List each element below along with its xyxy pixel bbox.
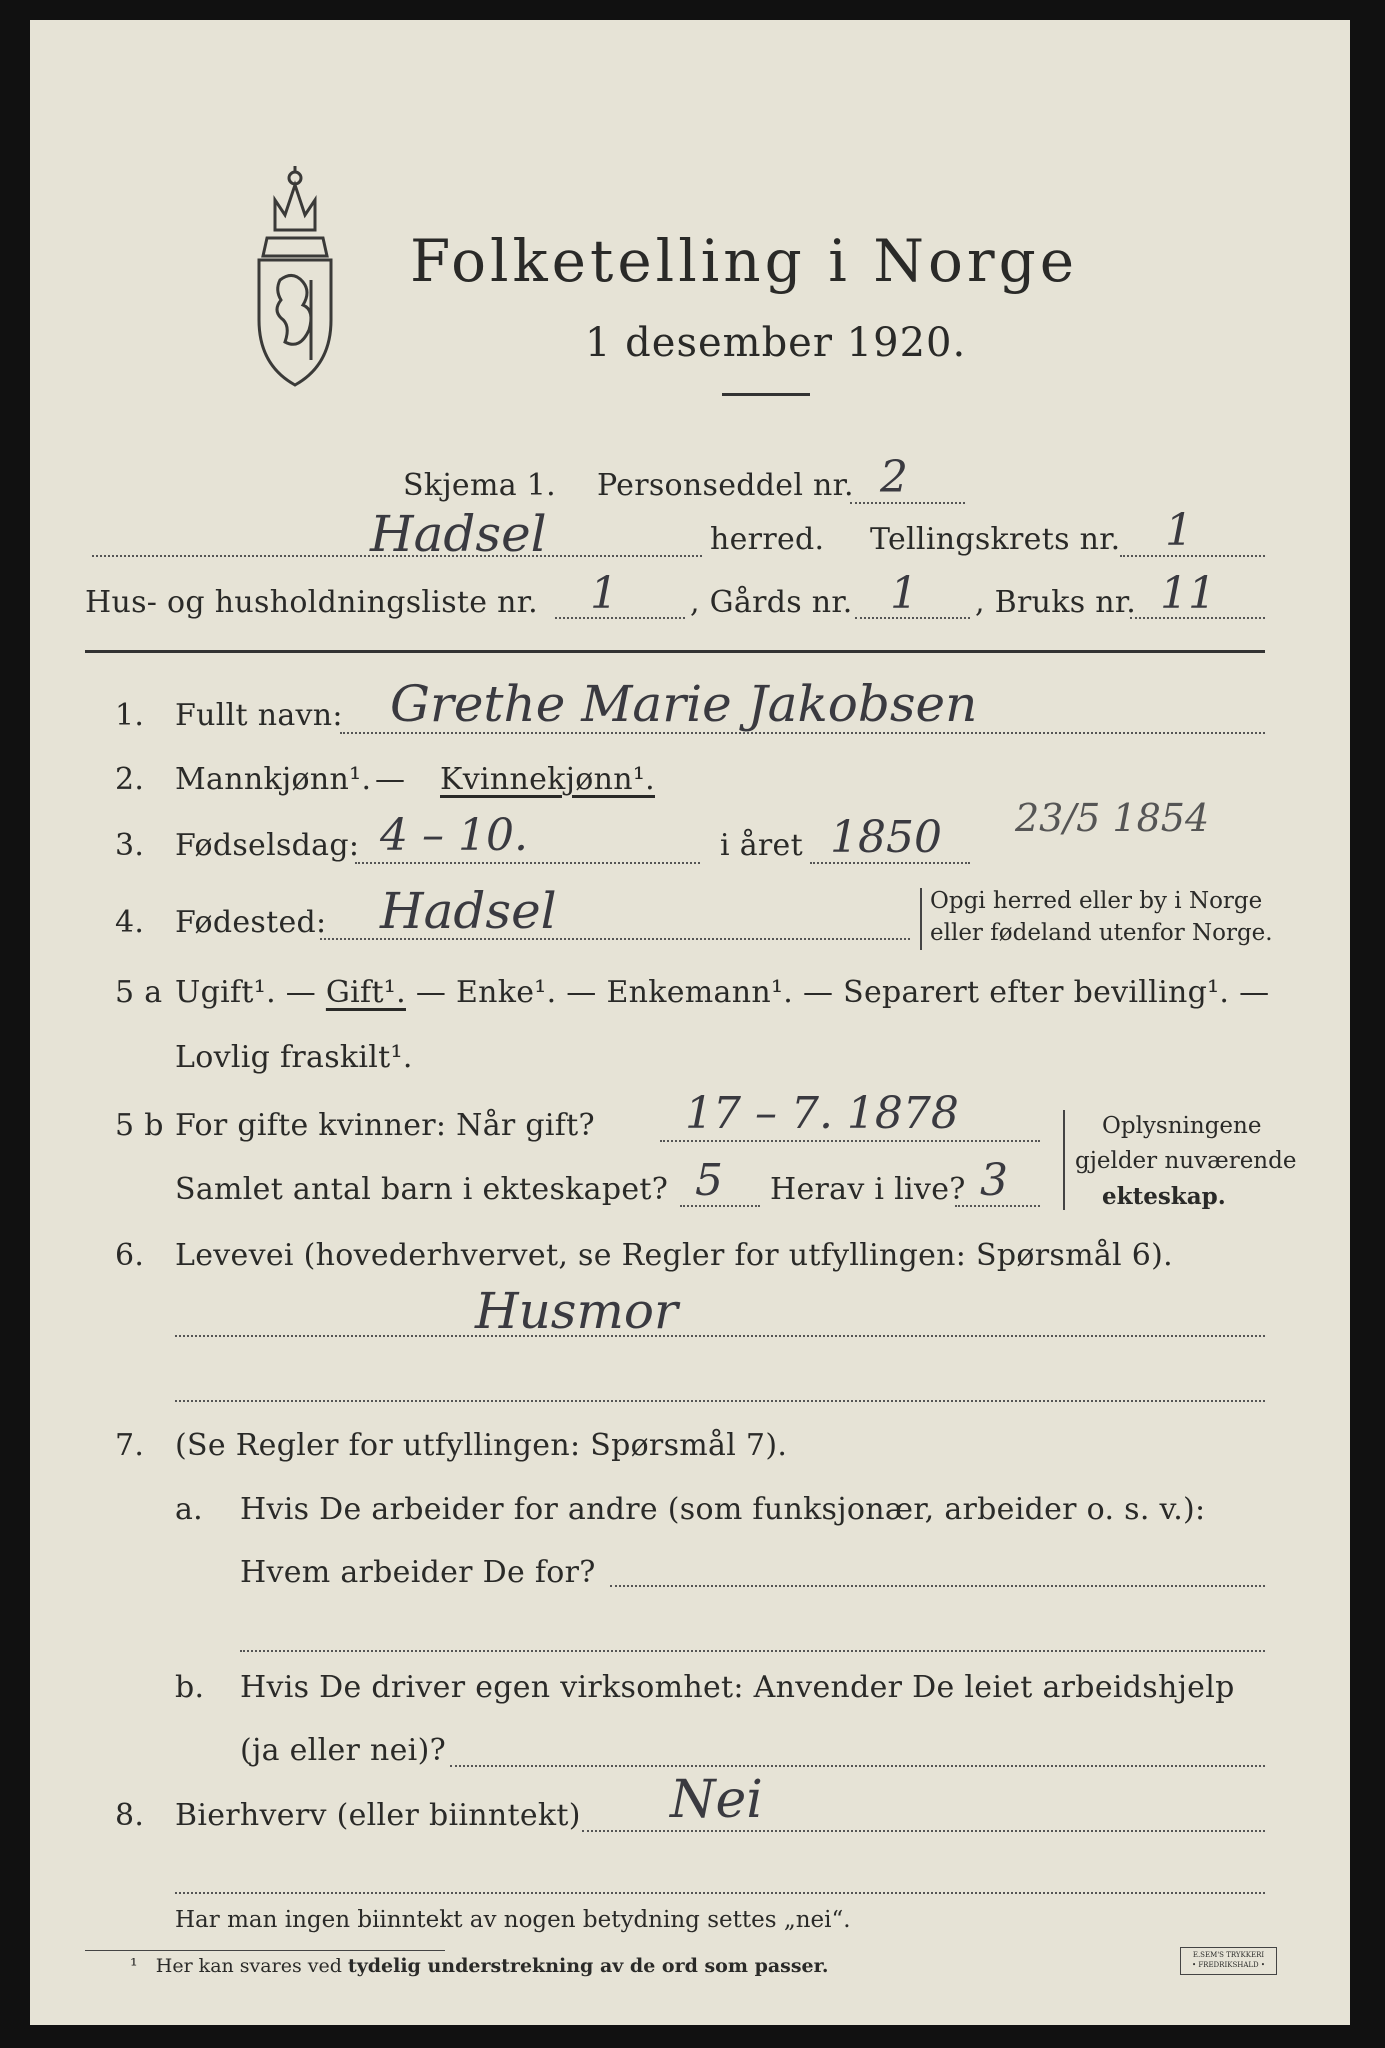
q5b-number: 5 b — [115, 1108, 164, 1143]
census-form — [30, 20, 1350, 2025]
q2-number: 2. — [115, 762, 145, 797]
q1-number: 1. — [115, 698, 145, 733]
printer-line2: • FREDRIKSHALD • — [1191, 1961, 1266, 1969]
norway-coat-of-arms-icon — [245, 160, 345, 390]
personseddel-value: 2 — [880, 452, 908, 503]
q3-label: Fødselsdag: — [175, 828, 360, 863]
bruks-label: , Bruks nr. — [975, 585, 1137, 620]
birth-year-value: 1850 — [830, 812, 942, 863]
q5a-line2: Lovlig fraskilt¹. — [175, 1040, 413, 1075]
q6-number: 6. — [115, 1238, 145, 1273]
birthdate-correction-note: 23/5 1854 — [1015, 796, 1210, 840]
birthday-value: 4 – 10. — [380, 810, 528, 861]
q3-number: 3. — [115, 828, 145, 863]
q4-note-line2: eller fødeland utenfor Norge. — [930, 920, 1273, 946]
hus-line — [555, 617, 685, 619]
q2-dash: — — [375, 762, 406, 797]
q1-label: Fullt navn: — [175, 698, 343, 733]
schema-label: Skjema 1. — [403, 468, 556, 503]
q7a-letter: a. — [175, 1492, 204, 1527]
birthplace-value: Hadsel — [380, 882, 557, 940]
q5a-number: 5 a — [115, 975, 163, 1010]
q7b-letter: b. — [175, 1670, 205, 1705]
q5a-options — [175, 975, 1269, 1010]
marriage-date-value: 17 – 7. 1878 — [685, 1088, 959, 1139]
q5a-pre: Ugift¹. — — [175, 975, 326, 1010]
title-divider — [722, 393, 810, 396]
q5b-note-line2: gjelder nuværende — [1075, 1148, 1297, 1174]
q5b-note-line3: ekteskap. — [1102, 1183, 1226, 1210]
form-date: 1 desember 1920. — [585, 320, 967, 366]
q6-line1 — [175, 1335, 1265, 1337]
gards-label: , Gårds nr. — [690, 585, 853, 620]
q7b-answer-line — [450, 1765, 1265, 1767]
q5b-note-line1: Oplysningene — [1102, 1113, 1262, 1139]
herred-label: herred. — [710, 522, 825, 557]
footnote — [130, 1955, 829, 1977]
q7-label: (Se Regler for utfyllingen: Spørsmål 7). — [175, 1428, 788, 1463]
footnote-rule — [85, 1950, 445, 1951]
footnote-text: Her kan svares ved — [155, 1955, 348, 1977]
q3-year-label: i året — [720, 828, 803, 863]
q7a-line2: Hvem arbeider De for? — [240, 1555, 596, 1590]
q4-brace — [920, 888, 922, 950]
children-label: Samlet antal barn i ekteskapet? — [175, 1172, 669, 1207]
hus-label: Hus- og husholdningsliste nr. — [85, 585, 538, 620]
printer-mark — [1180, 1947, 1277, 1975]
tellingskrets-value: 1 — [1165, 505, 1193, 556]
q6-line2 — [175, 1400, 1265, 1402]
q7-number: 7. — [115, 1428, 145, 1463]
q2-male: Mannkjønn¹. — [175, 762, 372, 797]
herred-value: Hadsel — [370, 505, 547, 563]
q5b-label: For gifte kvinner: Når gift? — [175, 1108, 595, 1143]
alive-label: Herav i live? — [770, 1172, 966, 1207]
q5a-post: — Enke¹. — Enkemann¹. — Separert efter bevilling¹. — — [405, 975, 1270, 1010]
q7a-answer-line2 — [240, 1650, 1265, 1652]
q4-note-line1: Opgi herred eller by i Norge — [930, 888, 1263, 914]
tellingskrets-label: Tellingskrets nr. — [870, 522, 1121, 557]
q8-label: Bierhverv (eller biinntekt) — [175, 1798, 581, 1833]
q7b-line1: Hvis De driver egen virksomhet: Anvender De leiet arbeidshjelp — [240, 1670, 1235, 1705]
footnote-mark: ¹ — [130, 1955, 138, 1977]
q7a-line1: Hvis De arbeider for andre (som funksjonær, arbeider o. s. v.): — [240, 1492, 1206, 1527]
q7a-answer-line1 — [610, 1585, 1265, 1587]
q8-line — [582, 1830, 1265, 1832]
side-income-value: Nei — [670, 1770, 763, 1830]
personseddel-label: Personseddel nr. — [597, 468, 854, 503]
hus-value: 1 — [590, 568, 618, 619]
q6-label: Levevei (hovederhvervet, se Regler for utfyllingen: Spørsmål 6). — [175, 1238, 1173, 1273]
q4-label: Fødested: — [175, 905, 327, 940]
q7b-line2: (ja eller nei)? — [240, 1733, 446, 1768]
alive-value: 3 — [980, 1155, 1008, 1206]
form-title: Folketelling i Norge — [410, 227, 1079, 295]
children-value: 5 — [695, 1155, 723, 1206]
gards-value: 1 — [890, 568, 918, 619]
q8-line2 — [175, 1892, 1265, 1894]
printer-line1: E.SEM'S TRYKKERI — [1192, 1951, 1265, 1959]
bruks-value: 11 — [1160, 568, 1216, 619]
q8-number: 8. — [115, 1798, 145, 1833]
q5b-line — [660, 1140, 1040, 1142]
q5b-brace — [1063, 1110, 1065, 1210]
header-rule — [85, 650, 1265, 653]
q2-female-underlined: Kvinnekjønn¹. — [440, 762, 655, 797]
full-name-value: Grethe Marie Jakobsen — [390, 675, 978, 733]
q5a-gift-underlined: Gift¹. — [325, 975, 406, 1010]
q4-number: 4. — [115, 905, 145, 940]
side-income-note: Har man ingen biinntekt av nogen betydning settes „nei“. — [175, 1907, 851, 1933]
occupation-value: Husmor — [475, 1282, 678, 1340]
footnote-bold: tydelig understrekning av de ord som passer. — [347, 1955, 829, 1977]
q3-line — [355, 862, 700, 864]
